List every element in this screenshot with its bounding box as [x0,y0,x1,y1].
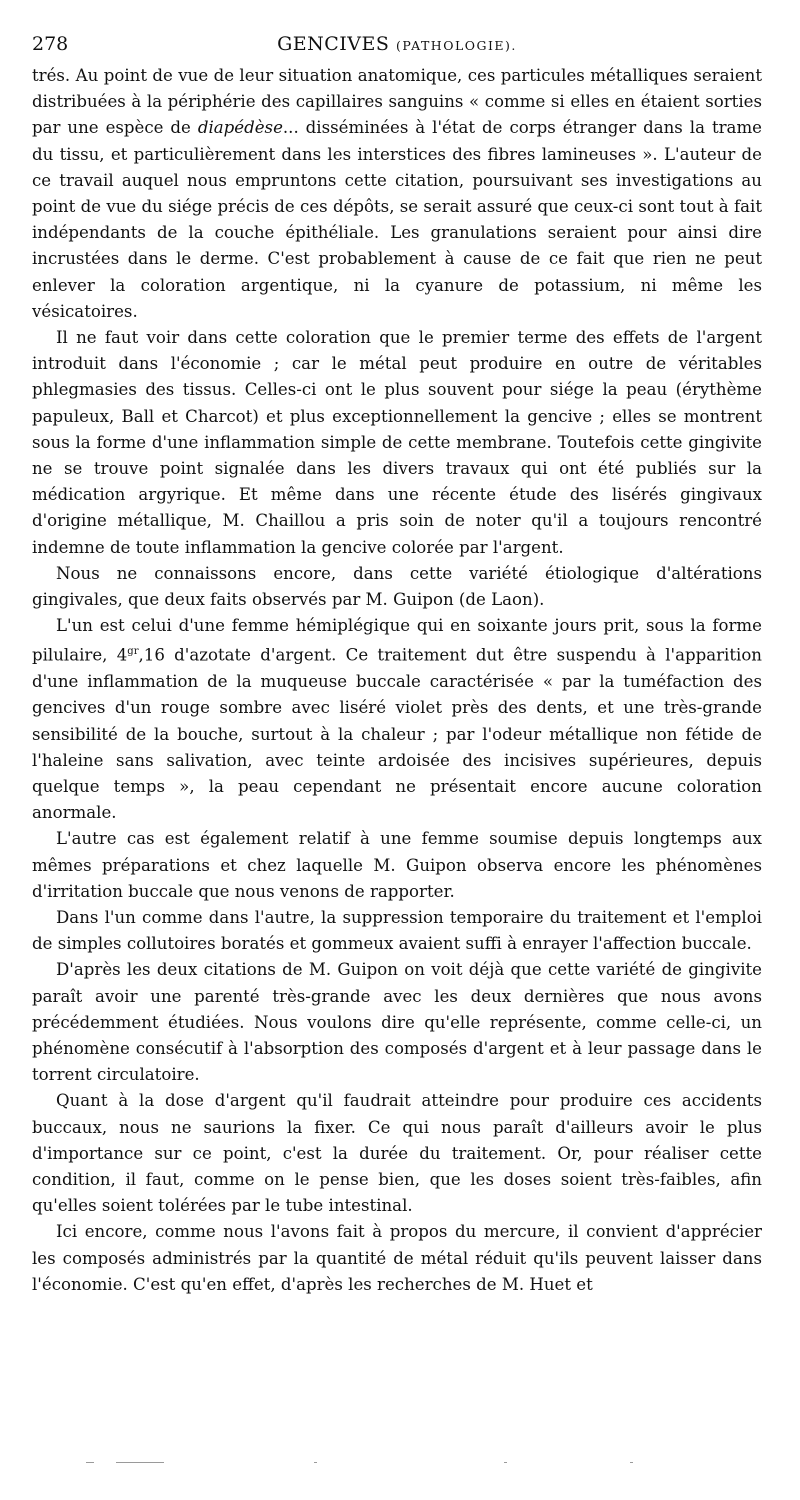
paragraph-9 [32,1219,762,1298]
paragraph-7 [32,957,762,1088]
running-head [32,30,762,60]
paragraph-8 [32,1088,762,1219]
running-title-main: GENCIVES [277,33,390,55]
scan-mark [86,1462,94,1463]
emphasized-term: diapédèse [197,118,283,138]
page-number: 278 [32,33,69,55]
paragraph-text: Ici encore, comme nous l'avons fait à propos du mercure, il convient d'apprécier les composés administrés par la quantité de métal réduit qu'ils peuvent laisser dans l'économie. C'est qu'en effet, d'après les recherches de M. Huet et [32,1222,762,1294]
paragraph-1 [32,63,762,325]
paragraph-text: L'autre cas est également relatif à une femme soumise depuis longtemps aux mêmes préparations et chez laquelle M. Guipon observa encore les phénomènes d'irritation buccale que nous venons de rapporter. [32,829,762,901]
scan-mark [314,1462,317,1463]
paragraph-text: Nous ne connaissons encore, dans cette variété étiologique d'altérations gingivales, que deux faits observés par M. Guipon (de Laon). [32,563,762,610]
paragraph-text: L'un est celui d'une femme hémiplégique qui en soixante jours prit, sous la forme pilulaire, [32,616,762,665]
running-title [32,30,762,60]
scan-mark [116,1462,164,1463]
paragraph-2 [32,325,762,561]
scan-mark [504,1462,507,1463]
paragraph-text: trés. Au point de vue de leur situation anatomique, ces particules métalliques seraient distribuées à la périphérie des capillaires sanguins « comme si elles en étaient sorties par une espèce de [32,66,762,138]
running-title-section: (PATHOLOGIE). [395,38,517,53]
paragraph-3 [32,561,762,613]
paragraph-text: Il ne faut voir dans cette coloration que le premier terme des effets de l'argent introduit dans l'économie ; car le métal peut produire en outre de véritables phlegmasies des tissus. Celles-ci ont le plus souvent pour siége la peau (érythème papuleux, Ball et Charcot) et plus exceptionnellement la gencive ; elles se montrent sous la forme d'une inflammation simple de cette membrane. Toutefois cette gingivite ne se trouve point signalée dans les divers travaux qui ont été publiés sur la médication argyrique. Et même dans une récente étude des lisérés gingivaux d'origine métallique, M. Chaillou a pris soin de noter qu'il a toujours rencontré indemne de toute inflammation la gencive colorée par l'argent. [32,328,762,557]
scan-mark [630,1462,633,1463]
paragraph-6 [32,905,762,957]
paragraph-5 [32,826,762,905]
paragraph-text: Quant à la dose d'argent qu'il faudrait atteindre pour produire ces accidents buccaux, nous ne saurions la fixer. Ce qui nous paraît d'ailleurs avoir le plus d'importance sur ce point, c'est la durée du traitement. Or, pour réaliser cette condition, il faut, comme on le pense bien, que les doses soient très-faibles, afin qu'elles soient tolérées par le tube intestinal. [32,1091,762,1216]
paragraph-text: D'après les deux citations de M. Guipon on voit déjà que cette variété de gingivite paraît avoir une parenté très-grande avec les deux dernières que nous avons précédemment étudiées. Nous voulons dire qu'elle représente, comme celle-ci, un phénomène consécutif à l'absorption des composés d'argent et à leur passage dans le torrent circulatoire. [32,960,762,1085]
paragraph-4 [32,613,762,826]
paragraph-text: Dans l'un comme dans l'autre, la suppression temporaire du traitement et l'emploi de simples collutoires boratés et gommeux avaient suffi à enrayer l'affection buccale. [32,908,762,954]
paragraph-text: d'azotate d'argent. Ce traitement dut être suspendu à l'apparition d'une inflammation de la muqueuse buccale caractérisée « par la tuméfaction des gencives d'un rouge sombre avec liséré violet près des dents, et une très-grande sensibilité de la bouche, surtout à la chaleur ; par l'odeur métallique non fétide de l'haleine sans salivation, avec teinte ardoisée des incisives supérieures, depuis quelque temps », la peau cependant ne présentait encore aucune coloration anormale. [32,646,762,823]
paragraph-text: ... disséminées à l'état de corps étranger dans la trame du tissu, et particulièrement dans les interstices des fibres lamineuses ». L'auteur de ce travail auquel nous empruntons cette citation, poursuivant ses investigations au point de vue du siége précis de ces dépôts, se serait assuré que ceux-ci sont tout à fait indépendants de la couche épithéliale. Les granulations seraient pour ainsi dire incrustées dans le derme. C'est probablement à cause de ce fait que rien ne peut enlever la coloration argentique, ni la cyanure de potassium, ni même les vésicatoires. [32,118,763,321]
dose-unit: gr [127,646,139,658]
dose-decimal: ,16 [138,646,165,665]
document-page [32,30,762,1298]
scan-bottom-marks [86,1462,706,1466]
dose-value: 4 [116,646,128,665]
body-text [32,63,762,1298]
